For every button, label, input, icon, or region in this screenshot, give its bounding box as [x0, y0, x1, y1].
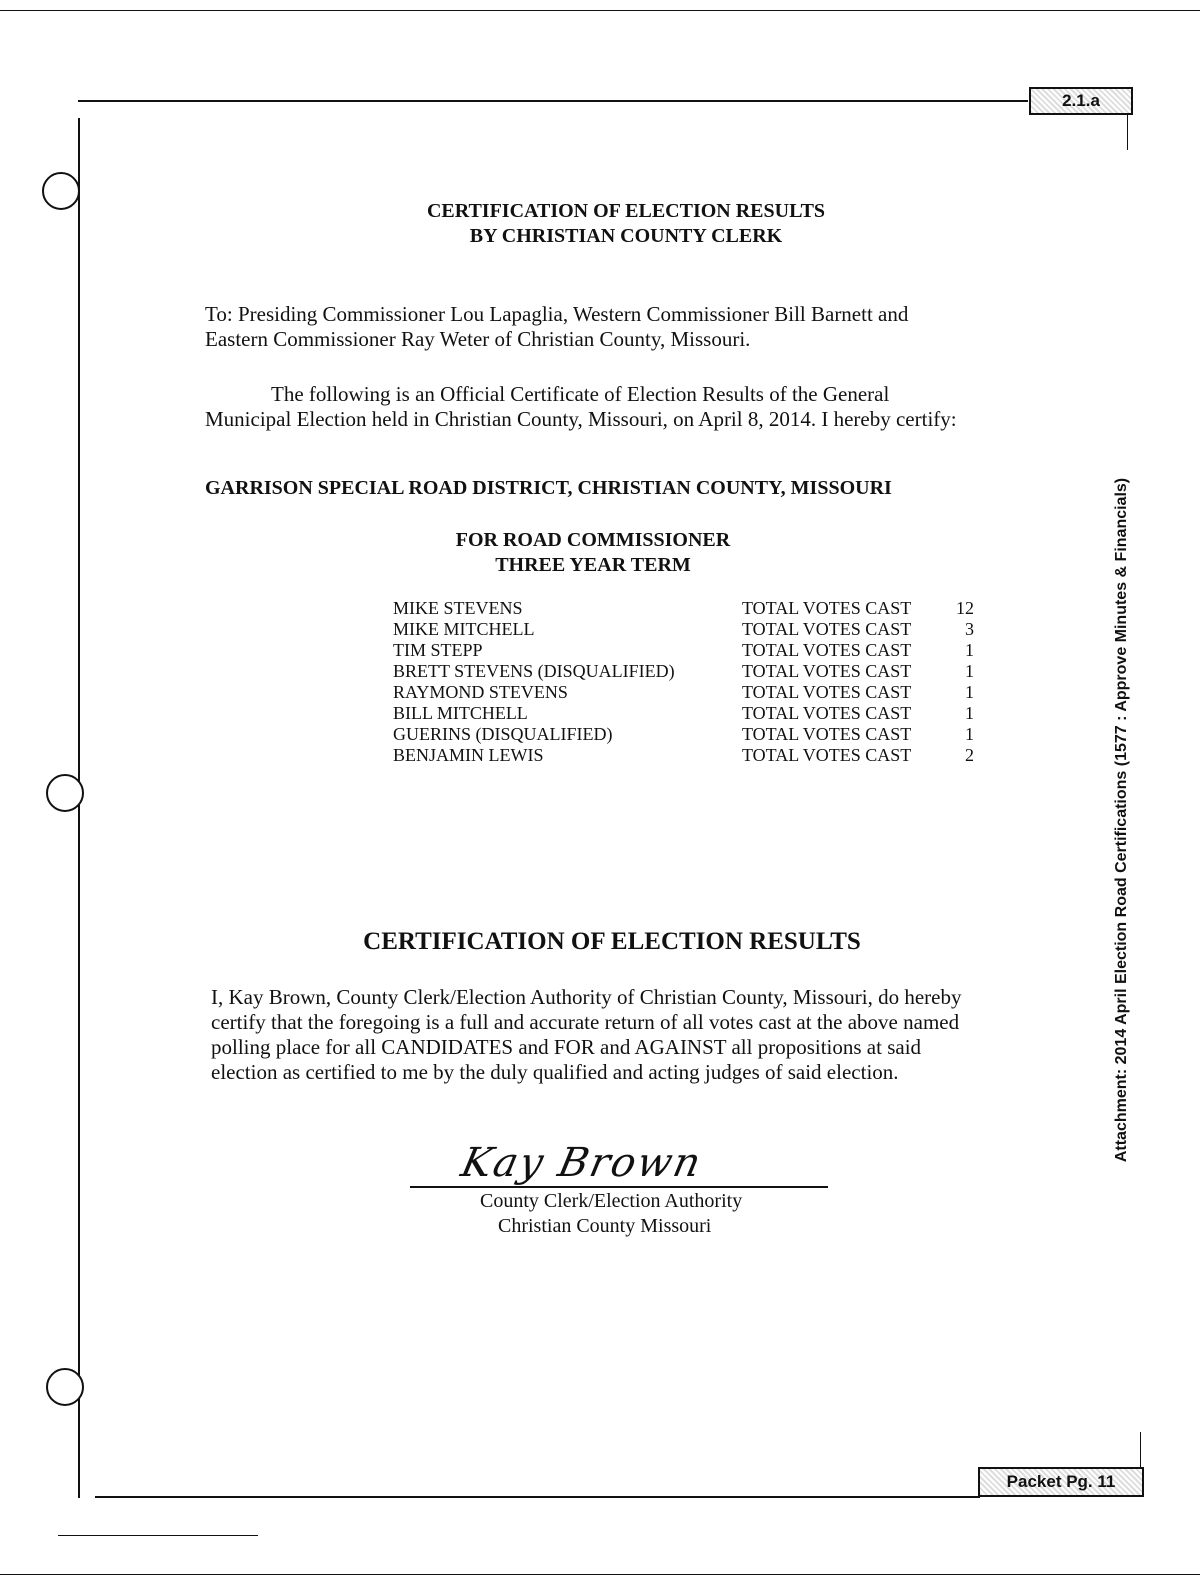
results-table	[0, 598, 1200, 778]
votes-count: 1	[965, 682, 974, 702]
signatory-title1: County Clerk/Election Authority	[480, 1190, 743, 1212]
addressee-line2: Eastern Commissioner Ray Weter of Christian County, Missouri.	[205, 327, 751, 351]
binder-hole-icon	[46, 1368, 84, 1406]
top-edge-line	[0, 10, 1200, 11]
votes-count: 1	[965, 661, 974, 681]
votes-count: 12	[956, 598, 974, 618]
votes-count: 2	[965, 745, 974, 765]
votes-count: 3	[965, 619, 974, 639]
frame-bottom-line	[95, 1496, 980, 1498]
votes-label: TOTAL VOTES CAST	[742, 724, 912, 744]
votes-label: TOTAL VOTES CAST	[742, 598, 912, 618]
candidate-name: BRETT STEVENS (DISQUALIFIED)	[393, 661, 675, 681]
table-row	[0, 682, 1200, 703]
bottom-short-line	[58, 1535, 258, 1536]
certification-line3: polling place for all CANDIDATES and FOR and AGAINST all propositions at said	[211, 1035, 922, 1059]
certification-title: CERTIFICATION OF ELECTION RESULTS	[363, 928, 861, 955]
signature: Kay Brown	[457, 1140, 707, 1186]
votes-label: TOTAL VOTES CAST	[742, 745, 912, 765]
intro-line2: Municipal Election held in Christian County, Missouri, on April 8, 2014. I hereby certify:	[205, 407, 957, 431]
bottom-edge-line	[0, 1574, 1200, 1575]
candidate-name: BENJAMIN LEWIS	[393, 745, 544, 765]
frame-right-tick-top	[1127, 112, 1128, 150]
signatory-title2: Christian County Missouri	[498, 1215, 712, 1237]
attachment-side-label: Attachment: 2014 April Election Road Certifications (1577 : Approve Minutes & Financials)	[1113, 477, 1130, 1163]
candidate-name: GUERINS (DISQUALIFIED)	[393, 724, 613, 744]
intro-line1: The following is an Official Certificate of Election Results of the General	[271, 382, 890, 406]
table-row	[0, 598, 1200, 619]
table-row	[0, 619, 1200, 640]
office-line2: THREE YEAR TERM	[495, 554, 691, 576]
header-line1: CERTIFICATION OF ELECTION RESULTS	[426, 200, 826, 222]
candidate-name: RAYMOND STEVENS	[393, 682, 568, 702]
certification-line4: election as certified to me by the duly qualified and acting judges of said election.	[211, 1060, 899, 1084]
candidate-name: MIKE STEVENS	[393, 598, 523, 618]
office-line1: FOR ROAD COMMISSIONER	[455, 529, 731, 551]
votes-label: TOTAL VOTES CAST	[742, 682, 912, 702]
table-row	[0, 640, 1200, 661]
certification-line1: I, Kay Brown, County Clerk/Election Authority of Christian County, Missouri, do hereby	[211, 985, 962, 1009]
addressee-line1: To: Presiding Commissioner Lou Lapaglia, Western Commissioner Bill Barnett and	[205, 302, 909, 326]
candidate-name: BILL MITCHELL	[393, 703, 528, 723]
votes-label: TOTAL VOTES CAST	[742, 661, 912, 681]
frame-right-tick-bottom	[1140, 1432, 1141, 1472]
votes-count: 1	[965, 724, 974, 744]
frame-top-line	[78, 100, 1028, 102]
district-title: GARRISON SPECIAL ROAD DISTRICT, CHRISTIAN COUNTY, MISSOURI	[205, 477, 892, 499]
header-line2: BY CHRISTIAN COUNTY CLERK	[469, 225, 783, 247]
table-row	[0, 724, 1200, 745]
votes-count: 1	[965, 640, 974, 660]
votes-label: TOTAL VOTES CAST	[742, 703, 912, 723]
table-row	[0, 661, 1200, 682]
section-stamp: 2.1.a	[1029, 87, 1133, 115]
table-row	[0, 703, 1200, 724]
votes-count: 1	[965, 703, 974, 723]
candidate-name: TIM STEPP	[393, 640, 483, 660]
signature-line	[410, 1186, 828, 1188]
frame-left-line	[78, 118, 80, 1498]
votes-label: TOTAL VOTES CAST	[742, 640, 912, 660]
votes-label: TOTAL VOTES CAST	[742, 619, 912, 639]
table-row	[0, 745, 1200, 766]
binder-hole-icon	[46, 774, 84, 812]
certification-line2: certify that the foregoing is a full and accurate return of all votes cast at the above named	[211, 1010, 960, 1034]
candidate-name: MIKE MITCHELL	[393, 619, 535, 639]
packet-page-stamp: Packet Pg. 11	[978, 1467, 1144, 1497]
